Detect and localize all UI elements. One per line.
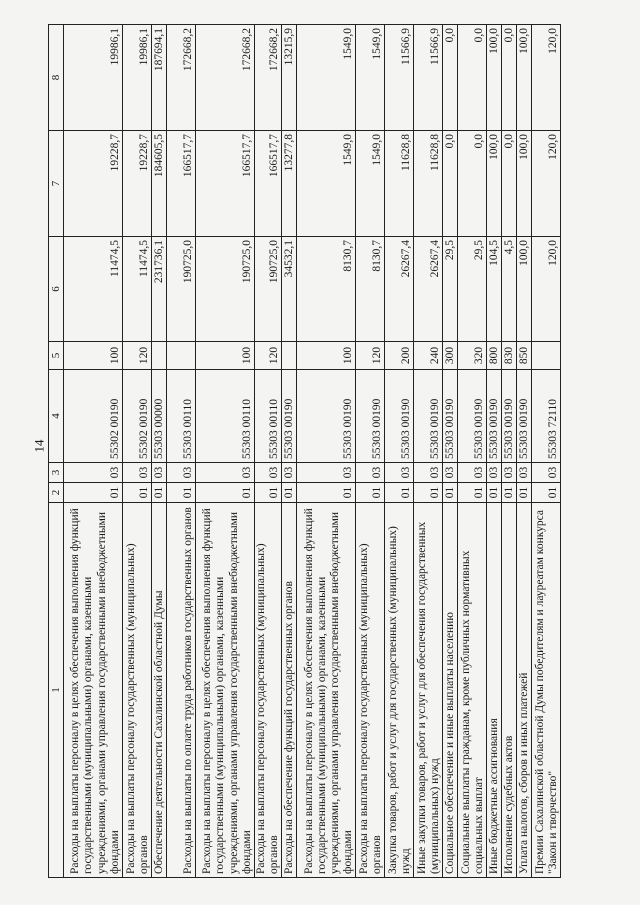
amount-col6-cell: 120,0 (532, 237, 561, 342)
budget-table-sheet (48, 25, 606, 878)
section-code-cell: 01 (196, 483, 255, 503)
amount-col7-cell: 166517,7 (196, 131, 255, 237)
header-col-1: 1 (49, 503, 64, 878)
target-article-cell: 55303 00190 (517, 370, 532, 463)
subsection-code-cell: 03 (152, 463, 167, 483)
subsection-code-cell: 03 (255, 463, 282, 483)
amount-col8-cell: 19986,1 (64, 25, 123, 131)
expense-type-cell: 100 (196, 342, 255, 370)
expense-type-cell: 120 (123, 342, 152, 370)
target-article-cell: 55303 00190 (385, 370, 414, 463)
subsection-code-cell: 03 (282, 463, 297, 483)
amount-col6-cell: 231736,1 (152, 237, 167, 342)
row-name-cell: Закупка товаров, работ и услуг для государственных (муниципальных) нужд (385, 503, 414, 878)
target-article-cell: 55303 00190 (502, 370, 517, 463)
row-name-cell: Расходы на выплаты персоналу в целях обеспечения выполнения функций государственными (муниципальными) органами, казенными учреждениями, органами управления государственными внебюджетными фондами (196, 503, 255, 878)
header-row (49, 25, 64, 878)
amount-col8-cell: 172668,2 (196, 25, 255, 131)
row-name-cell: Премии Сахалинской областной Думы победителям и лауреатам конкурса "Закон и творчество" (532, 503, 561, 878)
amount-col6-cell: 26267,4 (414, 237, 443, 342)
expense-type-cell (167, 342, 196, 370)
table-row (123, 25, 152, 878)
subsection-code-cell: 03 (414, 463, 443, 483)
subsection-code-cell: 03 (64, 463, 123, 483)
expense-type-cell: 240 (414, 342, 443, 370)
section-code-cell: 01 (487, 483, 502, 503)
subsection-code-cell: 03 (443, 463, 458, 483)
target-article-cell: 55303 00190 (443, 370, 458, 463)
table-row (532, 25, 561, 878)
amount-col7-cell: 11628,8 (385, 131, 414, 237)
amount-col7-cell: 184605,5 (152, 131, 167, 237)
row-name-cell: Расходы на выплаты персоналу в целях обеспечения выполнения функций государственными (муниципальными) органами, казенными учреждениями, органами управления государственными внебюджетными фондами (297, 503, 356, 878)
amount-col6-cell: 190725,0 (196, 237, 255, 342)
amount-col8-cell: 120,0 (532, 25, 561, 131)
table-row (64, 25, 123, 878)
row-name-cell: Расходы на выплаты персоналу государственных (муниципальных) органов (255, 503, 282, 878)
section-code-cell: 01 (385, 483, 414, 503)
budget-table (48, 24, 561, 878)
target-article-cell: 55303 00190 (356, 370, 385, 463)
table-row (458, 25, 487, 878)
expense-type-cell (152, 342, 167, 370)
amount-col6-cell: 29,5 (458, 237, 487, 342)
amount-col7-cell: 100,0 (487, 131, 502, 237)
table-row (414, 25, 443, 878)
section-code-cell: 01 (123, 483, 152, 503)
amount-col6-cell: 29,5 (443, 237, 458, 342)
amount-col8-cell: 172668,2 (167, 25, 196, 131)
amount-col7-cell: 11628,8 (414, 131, 443, 237)
target-article-cell: 55303 00000 (152, 370, 167, 463)
amount-col8-cell: 1549,0 (297, 25, 356, 131)
header-col-6: 6 (49, 237, 64, 342)
amount-col6-cell: 8130,7 (356, 237, 385, 342)
expense-type-cell: 100 (64, 342, 123, 370)
subsection-code-cell: 03 (385, 463, 414, 483)
amount-col8-cell: 0,0 (443, 25, 458, 131)
header-col-3: 3 (49, 463, 64, 483)
amount-col8-cell: 1549,0 (356, 25, 385, 131)
amount-col7-cell: 166517,7 (255, 131, 282, 237)
expense-type-cell: 100 (297, 342, 356, 370)
row-name-cell: Расходы на выплаты персоналу государственных (муниципальных) органов (356, 503, 385, 878)
section-code-cell: 01 (458, 483, 487, 503)
amount-col6-cell: 8130,7 (297, 237, 356, 342)
row-name-cell: Расходы на выплаты персоналу государственных (муниципальных) органов (123, 503, 152, 878)
table-row (385, 25, 414, 878)
amount-col8-cell: 0,0 (502, 25, 517, 131)
amount-col7-cell: 1549,0 (297, 131, 356, 237)
row-name-cell: Иные закупки товаров, работ и услуг для обеспечения государственных (муниципальных) нужд (414, 503, 443, 878)
amount-col6-cell: 11474,5 (64, 237, 123, 342)
expense-type-cell: 830 (502, 342, 517, 370)
target-article-cell: 55302 00190 (64, 370, 123, 463)
row-name-cell: Исполнение судебных актов (502, 503, 517, 878)
amount-col8-cell: 187694,1 (152, 25, 167, 131)
amount-col6-cell: 104,5 (487, 237, 502, 342)
amount-col7-cell: 1549,0 (356, 131, 385, 237)
amount-col8-cell: 100,0 (517, 25, 532, 131)
table-row (487, 25, 502, 878)
table-row (297, 25, 356, 878)
section-code-cell: 01 (356, 483, 385, 503)
table-body (64, 25, 561, 878)
subsection-code-cell: 03 (458, 463, 487, 483)
amount-col7-cell: 0,0 (443, 131, 458, 237)
amount-col6-cell: 11474,5 (123, 237, 152, 342)
subsection-code-cell: 03 (517, 463, 532, 483)
amount-col6-cell: 4,5 (502, 237, 517, 342)
section-code-cell: 01 (64, 483, 123, 503)
expense-type-cell: 200 (385, 342, 414, 370)
expense-type-cell: 320 (458, 342, 487, 370)
amount-col6-cell: 34532,1 (282, 237, 297, 342)
amount-col6-cell: 190725,0 (167, 237, 196, 342)
expense-type-cell: 300 (443, 342, 458, 370)
row-name-cell: Расходы на выплаты по оплате труда работников государственных органов (167, 503, 196, 878)
expense-type-cell (532, 342, 561, 370)
subsection-code-cell: 03 (502, 463, 517, 483)
table-row (443, 25, 458, 878)
target-article-cell: 55302 00190 (123, 370, 152, 463)
amount-col8-cell: 13215,9 (282, 25, 297, 131)
amount-col7-cell: 120,0 (532, 131, 561, 237)
expense-type-cell (282, 342, 297, 370)
row-name-cell: Расходы на обеспечение функций государственных органов (282, 503, 297, 878)
subsection-code-cell: 03 (487, 463, 502, 483)
amount-col8-cell: 100,0 (487, 25, 502, 131)
table-row (282, 25, 297, 878)
amount-col8-cell: 11566,9 (385, 25, 414, 131)
amount-col7-cell: 0,0 (458, 131, 487, 237)
expense-type-cell: 800 (487, 342, 502, 370)
table-row (167, 25, 196, 878)
subsection-code-cell: 03 (123, 463, 152, 483)
amount-col8-cell: 0,0 (458, 25, 487, 131)
section-code-cell: 01 (414, 483, 443, 503)
amount-col7-cell: 13277,8 (282, 131, 297, 237)
amount-col7-cell: 0,0 (502, 131, 517, 237)
header-col-5: 5 (49, 342, 64, 370)
row-name-cell: Расходы на выплаты персоналу в целях обеспечения выполнения функций государственными (муниципальными) органами, казенными учреждениями, органами управления государственными внебюджетными фондами (64, 503, 123, 878)
amount-col6-cell: 100,0 (517, 237, 532, 342)
section-code-cell: 01 (282, 483, 297, 503)
table-row (152, 25, 167, 878)
target-article-cell: 55303 00110 (255, 370, 282, 463)
expense-type-cell: 850 (517, 342, 532, 370)
target-article-cell: 55303 00190 (297, 370, 356, 463)
section-code-cell: 01 (502, 483, 517, 503)
table-row (196, 25, 255, 878)
header-col-2: 2 (49, 483, 64, 503)
target-article-cell: 55303 00190 (458, 370, 487, 463)
section-code-cell: 01 (443, 483, 458, 503)
amount-col7-cell: 19228,7 (123, 131, 152, 237)
header-col-8: 8 (49, 25, 64, 131)
subsection-code-cell: 03 (356, 463, 385, 483)
target-article-cell: 55303 00190 (487, 370, 502, 463)
amount-col6-cell: 26267,4 (385, 237, 414, 342)
row-name-cell: Социальное обеспечение и иные выплаты населению (443, 503, 458, 878)
amount-col7-cell: 166517,7 (167, 131, 196, 237)
section-code-cell: 01 (152, 483, 167, 503)
target-article-cell: 55303 00110 (196, 370, 255, 463)
row-name-cell: Обеспечение деятельности Сахалинской областной Думы (152, 503, 167, 878)
amount-col8-cell: 172668,2 (255, 25, 282, 131)
subsection-code-cell: 03 (167, 463, 196, 483)
table-row (502, 25, 517, 878)
section-code-cell: 01 (167, 483, 196, 503)
target-article-cell: 55303 72110 (532, 370, 561, 463)
target-article-cell: 55303 00190 (414, 370, 443, 463)
amount-col6-cell: 190725,0 (255, 237, 282, 342)
amount-col7-cell: 19228,7 (64, 131, 123, 237)
amount-col8-cell: 11566,9 (414, 25, 443, 131)
target-article-cell: 55303 00190 (282, 370, 297, 463)
page-number: 14 (31, 439, 47, 453)
table-row (517, 25, 532, 878)
section-code-cell: 01 (297, 483, 356, 503)
expense-type-cell: 120 (255, 342, 282, 370)
target-article-cell: 55303 00110 (167, 370, 196, 463)
section-code-cell: 01 (255, 483, 282, 503)
amount-col7-cell: 100,0 (517, 131, 532, 237)
subsection-code-cell: 03 (297, 463, 356, 483)
row-name-cell: Иные бюджетные ассигнования (487, 503, 502, 878)
table-row (255, 25, 282, 878)
row-name-cell: Социальные выплаты гражданам, кроме публичных нормативных социальных выплат (458, 503, 487, 878)
header-col-4: 4 (49, 370, 64, 463)
table-row (356, 25, 385, 878)
row-name-cell: Уплата налогов, сборов и иных платежей (517, 503, 532, 878)
subsection-code-cell: 03 (532, 463, 561, 483)
amount-col8-cell: 19986,1 (123, 25, 152, 131)
section-code-cell: 01 (532, 483, 561, 503)
section-code-cell: 01 (517, 483, 532, 503)
expense-type-cell: 120 (356, 342, 385, 370)
subsection-code-cell: 03 (196, 463, 255, 483)
header-col-7: 7 (49, 131, 64, 237)
